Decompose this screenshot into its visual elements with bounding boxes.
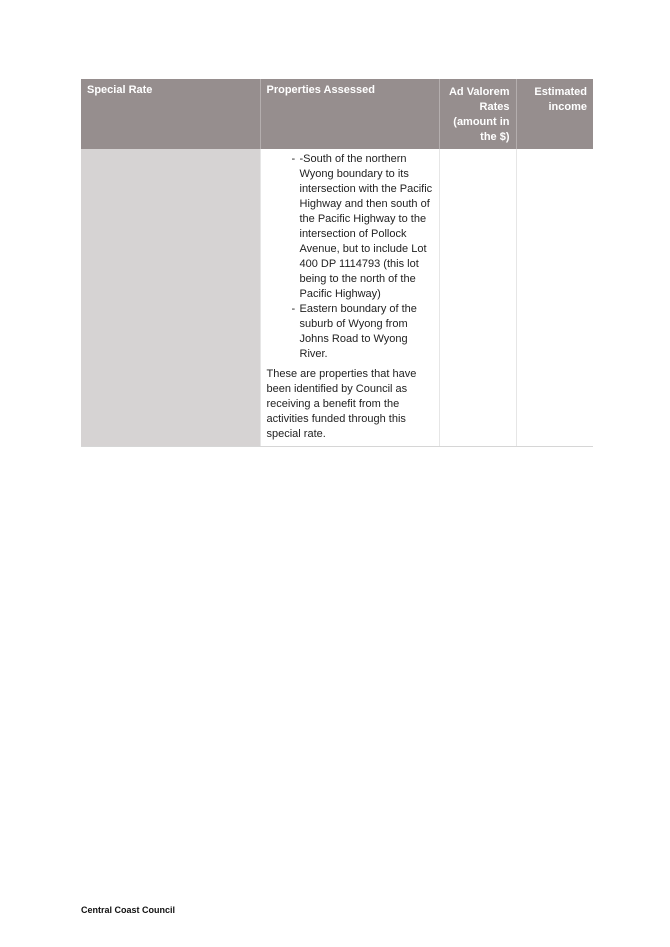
special-rates-table xyxy=(81,79,593,447)
header-ad-valorem-rates: Ad Valorem Rates (amount in the $) xyxy=(439,79,516,149)
boundary-text: -South of the northern Wyong boundary to its intersection with the Pacific Highway and then south of the Pacific Highway to the intersection of Pollock Avenue, but to include Lot 400 DP 1114793 (this lot being to the north of the Pacific Highway) xyxy=(299,153,433,300)
bullet-dash: - xyxy=(291,153,296,165)
header-properties-assessed: Properties Assessed xyxy=(260,79,439,149)
table-row xyxy=(81,149,593,447)
estimated-income-cell xyxy=(516,149,593,447)
bullet-dash: - xyxy=(291,303,296,315)
table-header-row xyxy=(81,79,593,149)
boundary-list xyxy=(267,152,433,362)
header-special-rate: Special Rate xyxy=(81,79,260,149)
footer-council-name: Central Coast Council xyxy=(81,905,176,915)
ad-valorem-cell xyxy=(439,149,516,447)
list-item xyxy=(267,302,433,362)
header-estimated-income: Estimated income xyxy=(516,79,593,149)
properties-note: These are properties that have been identified by Council as receiving a benefit from the activities funded through this special rate. xyxy=(266,368,417,440)
list-item xyxy=(267,152,433,302)
boundary-text: Eastern boundary of the suburb of Wyong from Johns Road to Wyong River. xyxy=(299,303,417,360)
special-rate-cell xyxy=(81,149,260,447)
properties-assessed-cell xyxy=(260,149,439,447)
